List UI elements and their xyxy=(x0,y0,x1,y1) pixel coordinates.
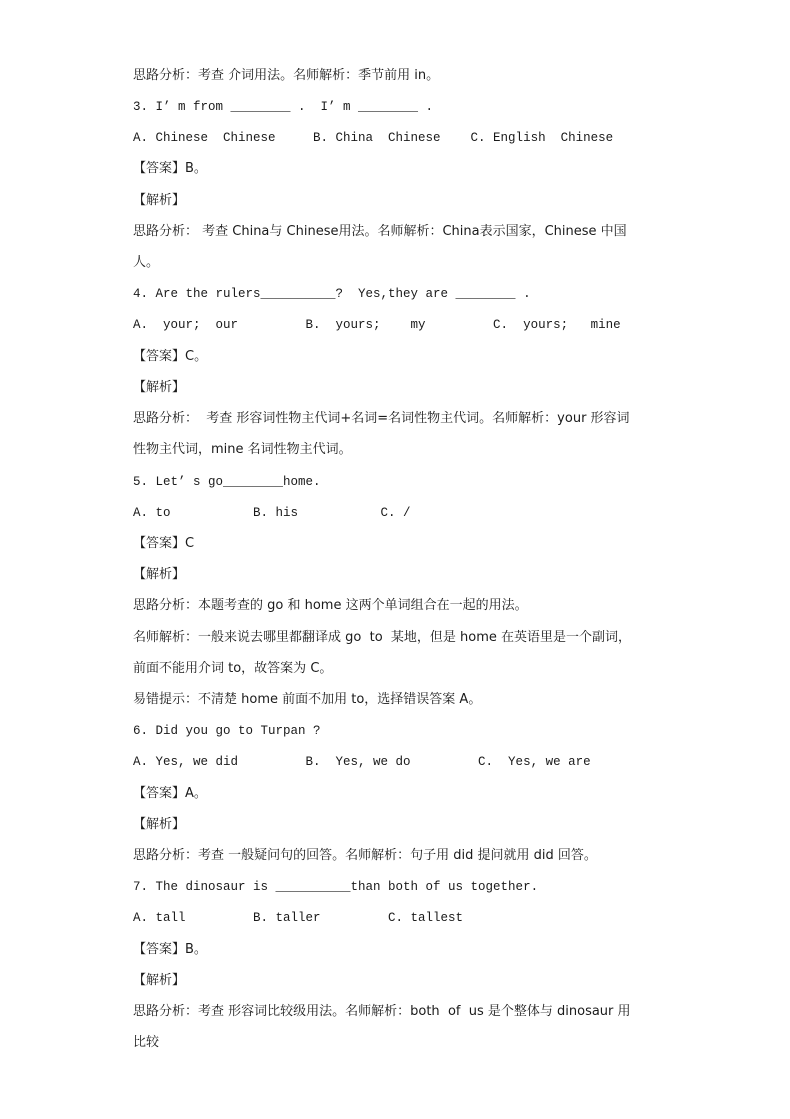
analysis-label: 【解析】 xyxy=(133,973,186,988)
answer-label: 【答案】A。 xyxy=(133,786,207,801)
options-7: A. tall B. taller C. tallest xyxy=(133,911,464,925)
analysis-label: 【解析】 xyxy=(133,567,186,582)
answer-label: 【答案】C。 xyxy=(133,349,208,364)
answer-label: 【答案】B。 xyxy=(133,161,207,176)
text-line: 性物主代词，mine 名词性物主代词。 xyxy=(133,442,352,457)
text-line: 思路分析： 考查 形容词性物主代词+名词=名词性物主代词。名师解析：your 形容词 xyxy=(133,411,630,426)
text-line: 比较 xyxy=(133,1035,160,1050)
analysis-label: 【解析】 xyxy=(133,380,186,395)
text-line: 思路分析：考查 一般疑问句的回答。名师解析：句子用 did 提问就用 did 回答。 xyxy=(133,848,597,863)
analysis-label: 【解析】 xyxy=(133,817,186,832)
options-4: A. your; our B. yours; my C. yours; mine xyxy=(133,318,621,332)
text-line: 前面不能用介词 to，故答案为 C。 xyxy=(133,661,333,676)
text-line: 人。 xyxy=(133,255,160,270)
text-line: 思路分析：考查 介词用法。名师解析：季节前用 in。 xyxy=(133,68,440,83)
question-3: 3. I’ m from ________ . I’ m ________ . xyxy=(133,100,434,114)
answer-label: 【答案】B。 xyxy=(133,942,207,957)
question-6: 6. Did you go to Turpan ? xyxy=(133,724,321,738)
text-line: 易错提示：不清楚 home 前面不加用 to，选择错误答案 A。 xyxy=(133,692,482,707)
analysis-label: 【解析】 xyxy=(133,193,186,208)
text-line: 思路分析：本题考查的 go 和 home 这两个单词组合在一起的用法。 xyxy=(133,598,528,613)
options-3: A. Chinese Chinese B. China Chinese C. English Chinese xyxy=(133,131,614,145)
answer-label: 【答案】C xyxy=(133,536,195,551)
text-line: 名师解析：一般来说去哪里都翻译成 go to 某地，但是 home 在英语里是一个副词， xyxy=(133,630,632,645)
options-5: A. to B. his C. / xyxy=(133,506,411,520)
text-line: 思路分析：考查 形容词比较级用法。名师解析：both of us 是个整体与 dinosaur 用 xyxy=(133,1004,631,1019)
text-line: 思路分析： 考查 China与 Chinese用法。名师解析：China表示国家，Chinese 中国 xyxy=(133,224,627,239)
question-5: 5. Let’ s go________home. xyxy=(133,475,321,489)
question-4: 4. Are the rulers__________? Yes,they are ________ . xyxy=(133,287,531,301)
question-7: 7. The dinosaur is __________than both of us together. xyxy=(133,880,539,894)
options-6: A. Yes, we did B. Yes, we do C. Yes, we are xyxy=(133,755,591,769)
